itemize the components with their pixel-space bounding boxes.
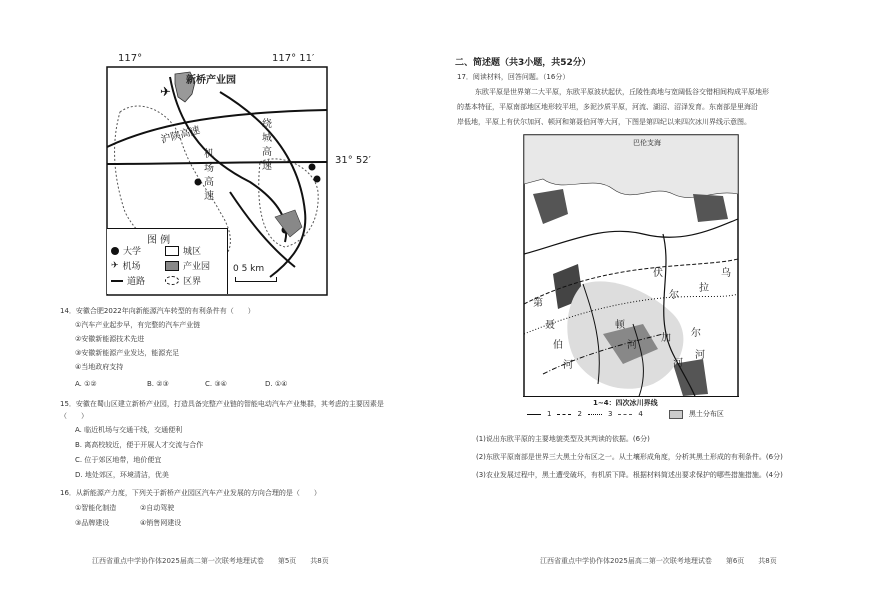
coord-right: 31° 52′ — [335, 155, 371, 166]
q14-option: ④当地政府支持 — [75, 363, 124, 371]
map-label-la: 拉 — [699, 283, 709, 294]
legend-airport — [111, 259, 141, 272]
q14-option: ③安徽新能源产业发达，能源充足 — [75, 349, 180, 357]
q15-option-d[interactable]: D. 地处郊区，环境清洁，优美 — [75, 471, 169, 479]
legend-soil-label: 黑土分布区 — [688, 410, 724, 418]
glacier-legend — [523, 396, 739, 421]
map-label-he4: 河 — [627, 340, 637, 351]
subquestion-2: (2)东欧平原南部是世界三大黑土分布区之一。从土壤形成角度，分析其黑土形成的有利条件。(6分) — [476, 453, 783, 461]
q16-option: ②自动驾驶 — [140, 504, 175, 512]
glacier-map — [523, 134, 739, 420]
road-label-ring: 绕城高速 — [262, 119, 272, 172]
legend-num: 2 — [577, 410, 582, 418]
question-17-head: 17．阅读材料，回答问题。（16分） — [457, 73, 570, 81]
legend-road-label: 道路 — [127, 277, 146, 287]
glacier-legend-title: 1~4：四次冰川界线 — [593, 399, 658, 407]
district-icon — [165, 276, 179, 285]
legend-title: 图 例 — [147, 235, 171, 246]
map-label-he: 河 — [673, 358, 683, 369]
black-soil-icon — [669, 410, 683, 419]
subquestion-1: (1)说出东欧平原的主要地貌类型及其判读的依据。(6分) — [476, 435, 650, 443]
university-icon — [111, 247, 119, 255]
material-line-3: 岸低地，平原上有伏尔加河、顿河和第聂伯河等大河，下图是第四纪以来四次冰川界线示意图。 — [457, 118, 751, 126]
glacier-map-svg — [523, 134, 739, 420]
airport-icon: ✈ — [111, 260, 119, 271]
scale-bar — [235, 277, 277, 282]
legend-industry — [165, 259, 210, 272]
subquestion-3: (3)农业发展过程中，黑土遭受破坏，有机质下降。根据材料简述出要求保护的哪些措施措施。(4分) — [476, 471, 783, 479]
line-icon — [588, 414, 602, 415]
left-footer: 江西省重点中学协作体2025届高二第一次联考地理试卷 第5页 共8页 — [92, 557, 329, 565]
map-label-fu: 伏 — [653, 268, 663, 279]
left-map-legend — [107, 228, 228, 294]
coord-top-right: 117° 11′ — [272, 53, 315, 64]
right-footer: 江西省重点中学协作体2025届高二第一次联考地理试卷 第6页 共8页 — [540, 557, 777, 565]
map-label-he3: 河 — [563, 360, 573, 371]
map-label-er2: 尔 — [691, 328, 701, 339]
road-label-hushan: 沪陕高速 — [159, 124, 202, 146]
sea-label: 巴伦支海 — [633, 139, 661, 147]
legend-num: 3 — [607, 410, 613, 418]
material-line-2: 的基本特征，平原南部地区地形较平坦，多泥沙质平原，河流、湖沼、沼泽发育。东南部是里海沿 — [457, 103, 758, 111]
university-marker — [309, 164, 316, 171]
q14-option: ①汽车产业起步早，有完整的汽车产业链 — [75, 321, 201, 329]
legend-district — [165, 274, 201, 287]
map-label-he2: 河 — [695, 350, 705, 361]
legend-road — [111, 274, 145, 287]
map-label-er: 尔 — [669, 290, 679, 301]
question-16: 16．从新能源产力度，下列关于新桥产业园区汽车产业发展的方向合理的是（ ） — [60, 489, 321, 497]
airport-icon: ✈ — [160, 85, 171, 100]
industry-icon — [165, 261, 179, 271]
park-label: 新桥产业园 — [186, 75, 236, 86]
legend-city-label: 城区 — [183, 247, 202, 257]
q15-option-b[interactable]: B. 离高校较近，便于开展人才交流与合作 — [75, 441, 204, 449]
q16-option: ①智能化制造 — [75, 504, 117, 512]
road-label-airport: 机场高速 — [204, 149, 214, 202]
university-marker — [314, 176, 321, 183]
question-15: 15．安徽在蜀山区建立新桥产业园，打造具备完整产业链的智能电动汽车产业集群，其考虑的主要因素是（ ） — [60, 400, 384, 420]
legend-district-label: 区界 — [183, 277, 202, 287]
city-icon — [165, 246, 179, 256]
line-icon — [557, 414, 571, 415]
legend-airport-label: 机场 — [122, 262, 141, 272]
map-label-dun: 顿 — [615, 320, 625, 331]
q16-option: ④销售网建设 — [140, 519, 182, 527]
question-14: 14．安徽合肥2022年向新能源汽车转型的有利条件有（ ） — [60, 307, 255, 315]
legend-num: 4 — [638, 410, 643, 418]
section-title: 二、简述题（共3小题，共52分） — [455, 58, 591, 68]
coord-top-left: 117° — [118, 53, 143, 64]
legend-university — [111, 244, 141, 257]
legend-city — [165, 244, 201, 257]
road-icon — [111, 280, 123, 282]
line-icon — [527, 414, 541, 415]
map-label-wu: 乌 — [721, 268, 731, 279]
map-label-di: 第 — [533, 298, 543, 309]
q15-option-a[interactable]: A. 临近机场与交通干线，交通便利 — [75, 426, 183, 434]
map-label-bo: 伯 — [553, 340, 563, 351]
line-icon — [618, 414, 632, 415]
map-label-nie: 聂 — [545, 320, 555, 331]
legend-university-label: 大学 — [123, 247, 142, 257]
q14-option: ②安徽新能源技术先进 — [75, 335, 145, 343]
q14-choice-a[interactable]: A. ①② — [75, 380, 97, 388]
q14-choice-c[interactable]: C. ③④ — [205, 380, 227, 388]
q16-option: ③品牌建设 — [75, 519, 110, 527]
q14-choice-b[interactable]: B. ②③ — [147, 380, 169, 388]
map-label-jia: 加 — [661, 333, 671, 344]
university-marker — [195, 179, 202, 186]
legend-num: 1 — [547, 410, 552, 418]
q15-option-c[interactable]: C. 位于郊区地带，地价便宜 — [75, 456, 162, 464]
scale-label: 0 5 km — [233, 264, 265, 274]
material-line-1: 东欧平原是世界第二大平原，东欧平原波状起伏，丘陵性高地与宽阔低谷交错相间构成平原地形 — [475, 88, 769, 96]
glacier-legend-items — [527, 409, 724, 419]
q14-choice-d[interactable]: D. ①④ — [265, 380, 288, 388]
left-map — [80, 52, 371, 302]
legend-industry-label: 产业园 — [183, 262, 211, 272]
